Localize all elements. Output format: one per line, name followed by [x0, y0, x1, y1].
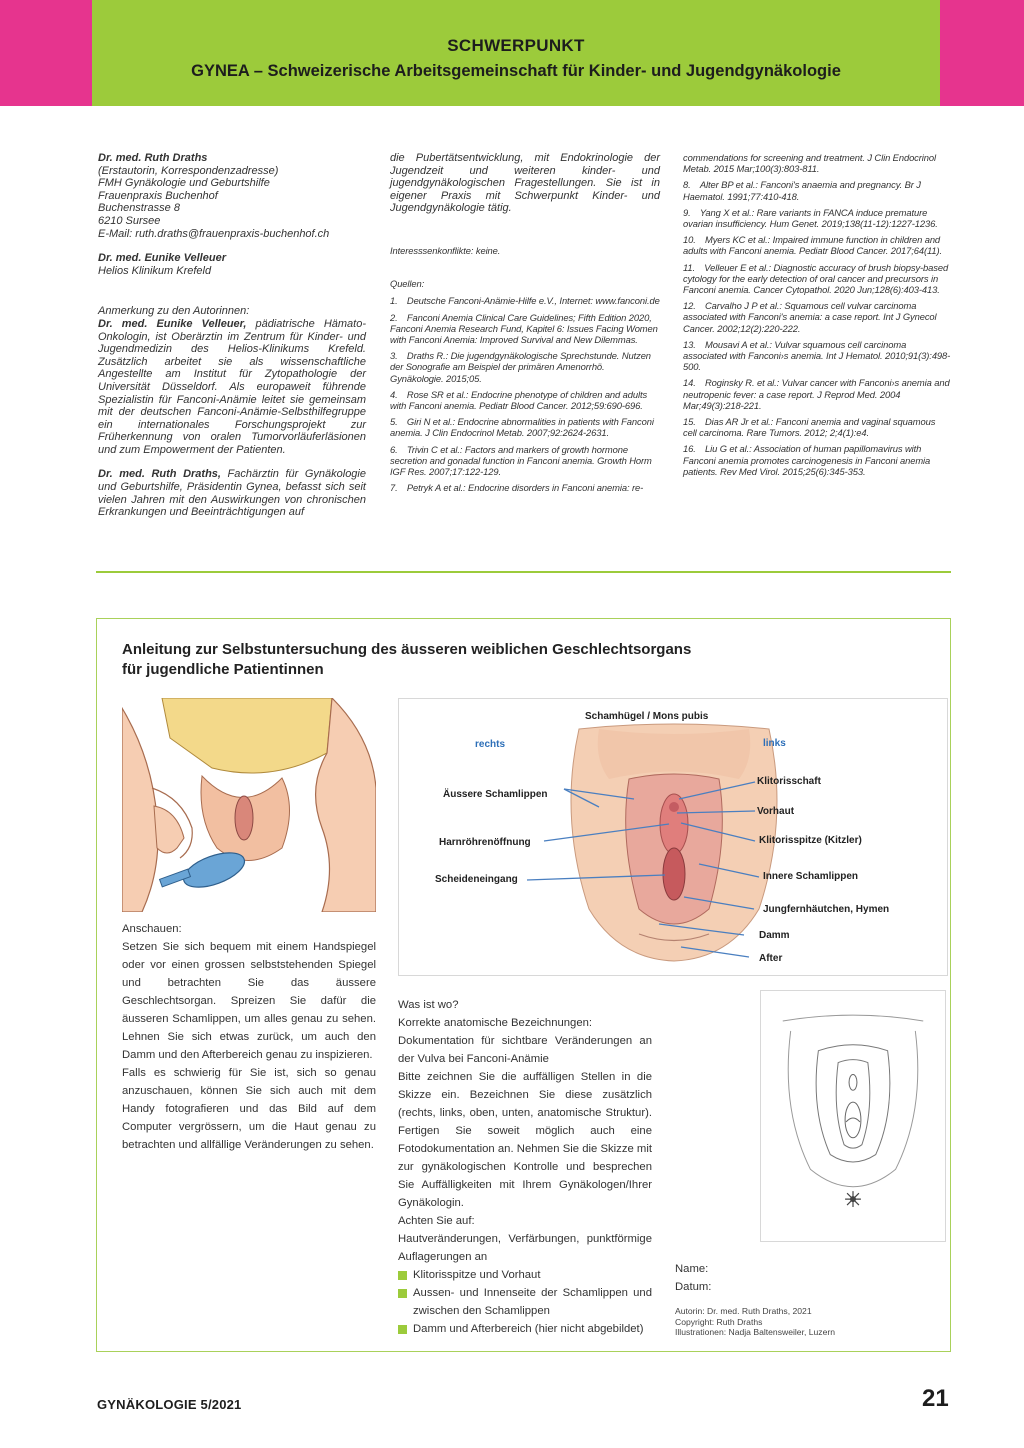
name-label: Name: [675, 1263, 709, 1275]
section-title: SCHWERPUNKT [447, 36, 585, 55]
credits [675, 1306, 835, 1338]
documentation-paragraph: Dokumentation für sichtbare Veränderungen an der Vulva bei Fanconi-Anämie [398, 1035, 652, 1065]
reference-item: 5. Giri N et al.: Endocrine abnormalities in patients with Fanconi anemia. J Clin Endocrinol Metab. 2007;92:2624-2631. [390, 416, 654, 439]
author1-line: FMH Gynäkologie und Geburtshilfe [98, 177, 270, 190]
author1-line: (Erstautorin, Korrespondenzadresse) [98, 164, 279, 177]
note-heading: Anmerkung zu den Autorinnen: [98, 305, 250, 318]
header-pink-left [0, 0, 92, 106]
label-damm: Damm [759, 930, 790, 941]
what-where-heading: Was ist wo? [398, 999, 459, 1011]
note-name: Dr. med. Eunike Velleuer, [98, 317, 247, 330]
box-title-line: für jugendliche Patientinnen [122, 661, 324, 678]
reference-item: 12. Carvalho J P et al.: Squamous cell vulvar carcinoma associated with Fanconi's anemia: a case report. Int J Gynecol Cancer. 2002;12(2):220-222. [683, 300, 937, 334]
name-date-fields [675, 1260, 711, 1296]
attention-heading: Achten Sie auf: [398, 1215, 475, 1227]
author1-name: Dr. med. Ruth Draths [98, 152, 208, 164]
credit-line: Autorin: Dr. med. Ruth Draths, 2021 [675, 1306, 812, 1316]
reference-item: 11. Velleuer E et al.: Diagnostic accuracy of brush biopsy-based cytology for the early detection of oral cancer and precursors in Fanconi anemia. Cancer Cytopathol. 2020 Jun;128(6):403-413. [683, 261, 949, 296]
credit-line: Copyright: Ruth Draths [675, 1316, 763, 1327]
label-innere-schamlippen: Innere Schamlippen [763, 871, 859, 882]
label-mons-pubis: Schamhügel / Mons pubis [585, 711, 709, 722]
label-vorhaut: Vorhaut [757, 806, 795, 817]
bio-continued: die Pubertätsentwicklung, mit Endokrinologie der Jugendzeit und weiteren kinder- und jugendgynäkologischen Fragestellungen. Sie ist in eigener Praxis mit Schwerpunkt Kinder- und Jugendgynäkologie tätig. [390, 152, 660, 215]
section-subtitle: GYNEA – Schweizerische Arbeitsgemeinschaft für Kinder- und Jugendgynäkologie [191, 62, 841, 80]
look-paragraph: Setzen Sie sich bequem mit einem Handspiegel oder vor einen grossen selbststehenden Spiegel und betrachten Sie das äussere Geschlechtsorgan. Spreizen Sie dafür die äusseren Schamlippen, um alles genau zu sehen. Lehnen Sie sich etwas zurück, um auch den Damm und den Afterbereich genau zu inspizieren. [122, 941, 376, 1061]
label-scheideneingang: Scheideneingang [435, 874, 518, 885]
reference-item: 3. Draths R.: Die jugendgynäkologische Sprechstunde. Nutzen der Sonografie am Beispiel der primären Amenorrhö. Gynäkologie. 2015;05. [390, 350, 651, 384]
sources-heading: Quellen: [390, 278, 425, 290]
instructions-documentation [398, 996, 652, 1338]
checklist-item: Aussen- und Innenseite der Schamlippen und zwischen den Schamlippen [398, 1284, 652, 1320]
documentation-sketch[interactable] [760, 990, 946, 1242]
reference-item: 10. Myers KC et al.: Impaired immune function in children and adults with Fanconi anemia. Pediatr Blood Cancer. 2017;64(11). [683, 234, 943, 257]
reference-item: 2. Fanconi Anemia Clinical Care Guidelines; Fifth Edition 2020, Fanconi Anemia Research Fund, Kapitel 6: Issues Facing Women with Fanconi Anemia: Improved Survival and New Dilemmas. [390, 311, 658, 345]
reference-item: 4. Rose SR et al.: Endocrine phenotype of children and adults with Fanconi anemia. Pediatr Blood Cancer. 2012;59:690-696. [390, 388, 648, 411]
look-paragraph: Falls es schwierig für Sie ist, sich so genau anzuschauen, können Sie sich auch mit dem Handy fotografieren und das Bild auf dem Computer vergrössern, um die Haut genau zu betrachten und allfällige Veränderungen zu sehen. [122, 1067, 376, 1151]
column-3 [683, 152, 951, 482]
look-heading: Anschauen: [122, 923, 182, 935]
box-title [122, 640, 822, 680]
attention-paragraph: Hautveränderungen, Verfärbungen, punktförmige Auflagerungen an [398, 1233, 652, 1263]
label-harnroehrenoeffnung: Harnröhrenöffnung [439, 837, 531, 848]
reference-item: 8. Alter BP et al.: Fanconi's anaemia and pregnancy. Br J Haematol. 1991;77:410-418. [683, 179, 921, 202]
reference-item: 6. Trivin C et al.: Factors and markers of growth hormone secretion and gonadal function in Fanconi anemia. Growth Horm IGF Res. 2007;17:122-129. [390, 443, 652, 478]
author1-line: 6210 Sursee [98, 214, 161, 227]
reference-item: 15. Dias AR Jr et al.: Fanconi anemia and vaginal squamous cell carcinoma. Rare Tumors. 2012; 2;4(1):e4. [683, 416, 936, 439]
reference-item: commendations for screening and treatment. J Clin Endocrinol Metab. 2015 Mar;100(3):803-811. [683, 152, 936, 175]
anatomical-terms-heading: Korrekte anatomische Bezeichnungen: [398, 1017, 593, 1029]
label-links: links [763, 738, 786, 749]
documentation-paragraph: Bitte zeichnen Sie die auffälligen Stellen in die Skizze ein. Bezeichnen Sie diese zusätzlich (rechts, links, oben, unten, anatomische Struktur). Fertigen Sie soweit möglich auch eine Fotodokumentation an. Nehmen Sie die Skizze mit zur gynäkologischen Kontrolle und besprechen Sie Auffälligkeiten mit Ihrem Gynäkologen/Ihrer Gynäkologin. [398, 1071, 652, 1209]
checklist-item: Damm und Afterbereich (hier nicht abgebildet) [398, 1320, 652, 1338]
author2-name: Dr. med. Eunike Velleuer [98, 252, 226, 265]
credit-line: Illustrationen: Nadja Baltensweiler, Luzern [675, 1327, 836, 1337]
reference-item: 1. Deutsche Fanconi-Anämie-Hilfe e.V., Internet: www.fanconi.de [390, 295, 660, 307]
label-rechts: rechts [475, 739, 506, 750]
journal-footer: GYNÄKOLOGIE 5/2021 [97, 1397, 242, 1412]
bio-text: Fachärztin für Gynäkologie und Geburtshilfe, Präsidentin Gynea, befasst sich seit vielen Jahren mit den Auswirkungen von chronischen Erkrankungen und Beeinträchtigungen auf [98, 468, 366, 519]
reference-item: 7. Petryk A et al.: Endocrine disorders in Fanconi anemia: re- [390, 482, 644, 494]
mirror-illustration [122, 698, 376, 912]
reference-item: 13. Mousavi A et al.: Vulvar squamous cell carcinoma associated with Fanconi›s anemia. Int J Hematol. 2010;91(3):498-500. [683, 338, 951, 373]
conflicts-note: Interesssenkonflikte: keine. [390, 244, 501, 256]
column-2 [390, 152, 660, 498]
label-hymen: Jungfernhäutchen, Hymen [763, 904, 890, 915]
reference-item: 14. Roginsky R. et al.: Vulvar cancer with Fanconi›s anemia and neutropenic fever: a case report. J Reprod Med. 2004 Mar;49(3):218-221. [683, 377, 950, 411]
author1-email: E-Mail: ruth.draths@frauenpraxis-buchenhof.ch [98, 227, 330, 240]
page-number: 21 [922, 1385, 949, 1412]
label-aeussere-schamlippen: Äussere Schamlippen [443, 789, 548, 800]
author1-line: Buchenstrasse 8 [98, 202, 180, 215]
section-divider [96, 571, 951, 573]
bio-name: Dr. med. Ruth Draths, [98, 468, 221, 481]
checklist-item: Klitorisspitze und Vorhaut [398, 1266, 652, 1284]
label-klitorisspitze: Klitorisspitze (Kitzler) [759, 835, 862, 846]
date-label: Datum: [675, 1281, 712, 1293]
box-title-line: Anleitung zur Selbstuntersuchung des äusseren weiblichen Geschlechtsorgans [122, 641, 692, 658]
label-after: After [759, 953, 783, 964]
anatomy-diagram [398, 698, 948, 976]
author2-affil: Helios Klinikum Krefeld [98, 264, 212, 277]
reference-item: 16. Liu G et al.: Association of human papillomavirus with Fanconi anemia promotes carcinogenesis in Fanconi anemia patients. Rev Med Virol. 2015;25(6):345-353. [683, 443, 931, 477]
author1-line: Frauenpraxis Buchenhof [98, 189, 218, 202]
note-text: pädiatrische Hämato-Onkologin, ist Oberärztin im Zentrum für Kinder- und Jugendmedizin des Helios-Klinikums Krefeld. Zusätzlich arbeitet sie als wissenschaftliche Angestellte am Institut für Zytopathologie der Universität Düsseldorf. Als europaweit führende Spezialistin für Fanconi-Anämie leitet sie gemeinsam mit der deutschen Fanconi-Anämie-Selbsthilfegruppe ein internationales Forschungsprojekt zur Früherkennung von oralen Tumorvorläuferläsionen und zum Empowerment der Patienten. [98, 317, 366, 456]
header-pink-right [940, 0, 1024, 106]
column-1 [98, 152, 366, 531]
instructions-look [122, 920, 376, 1154]
reference-item: 9. Yang X et al.: Rare variants in FANCA induce premature ovarian insufficiency. Hum Genet. 2019;138(11-12):1227-1236. [683, 206, 938, 230]
label-klitorisschaft: Klitorisschaft [757, 776, 821, 787]
